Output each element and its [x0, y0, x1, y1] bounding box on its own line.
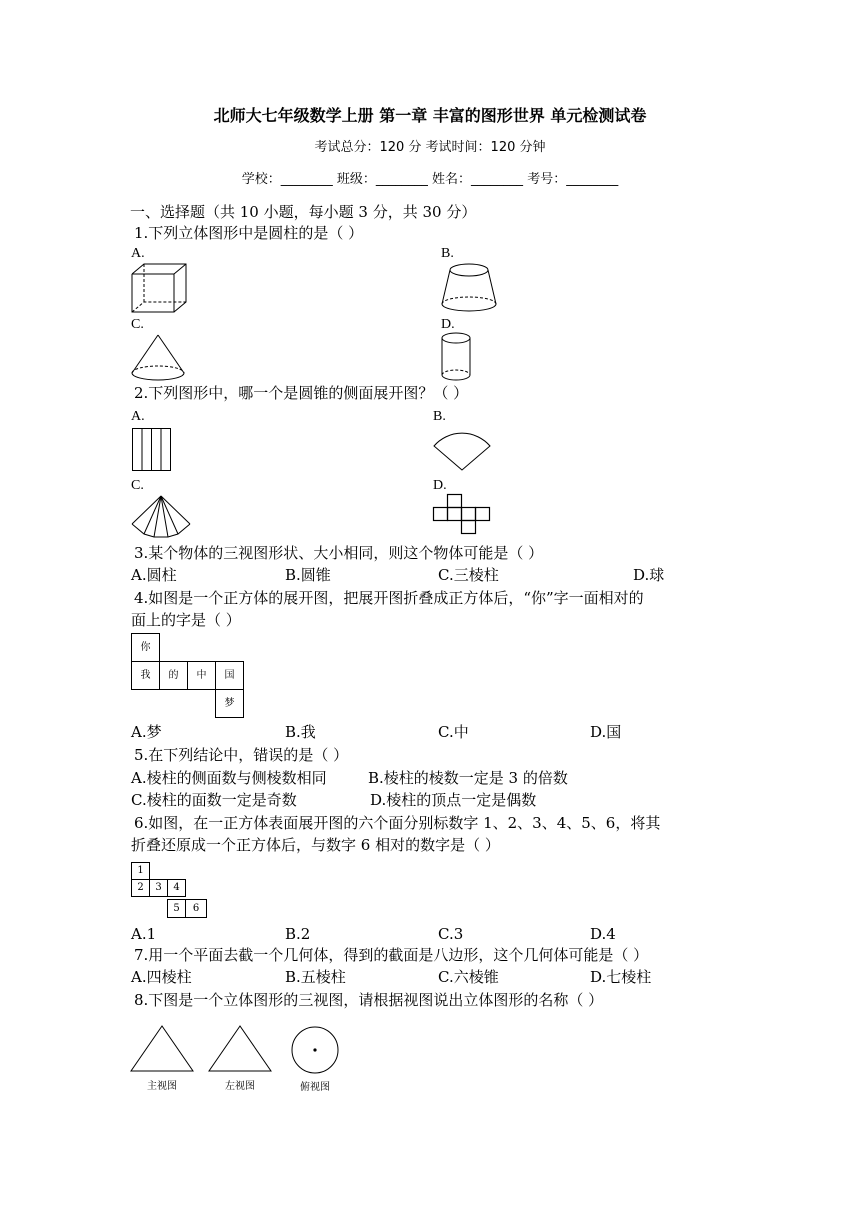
- sector-figure: [432, 426, 492, 472]
- section-heading: 一、选择题（共 10 小题，每小题 3 分，共 30 分）: [130, 203, 477, 221]
- net-cell-2: 2: [131, 879, 150, 897]
- left-view-caption: 左视图: [225, 1081, 255, 1092]
- pyramid-figure: [130, 494, 192, 540]
- q3-stem: 3.某个物体的三视图形状、大小相同，则这个物体可能是（ ）: [134, 544, 544, 562]
- q5-option-d: D.棱柱的顶点一定是偶数: [370, 791, 537, 809]
- q6-stem-line2: 折叠还原成一个正方体后，与数字 6 相对的数字是（ ）: [131, 836, 500, 854]
- net-cell-1: 1: [131, 862, 150, 880]
- net-cell-guo: 国: [215, 661, 244, 690]
- q3-option-a: A.圆柱: [131, 566, 177, 584]
- q2-option-a-label: A.: [131, 409, 145, 424]
- q3-option-d: D.球: [633, 566, 665, 584]
- q7-stem: 7.用一个平面去截一个几何体，得到的截面是八边形，这个几何体可能是（ ）: [134, 946, 649, 964]
- q7-option-b: B.五棱柱: [285, 968, 346, 986]
- cylinder-figure: [440, 331, 474, 383]
- q5-option-b: B.棱柱的棱数一定是 3 的倍数: [368, 769, 568, 787]
- student-info-line: 学校：________ 班级：________ 姓名：________ 考号：________: [241, 172, 619, 187]
- cone-figure: [130, 333, 186, 383]
- q4-option-a: A.梦: [131, 723, 162, 741]
- q4-option-b: B.我: [285, 723, 316, 741]
- q6-option-d: D.4: [590, 925, 616, 943]
- q1-option-c-label: C.: [131, 317, 144, 332]
- cube-figure: [130, 262, 188, 314]
- q1-option-d-label: D.: [441, 317, 455, 332]
- frustum-figure: [440, 262, 498, 312]
- net-cell-6: 6: [185, 899, 207, 918]
- net-cell-meng: 梦: [215, 689, 244, 718]
- q4-stem-line1: 4.如图是一个正方体的展开图，把展开图折叠成正方体后，“你”字一面相对的: [134, 589, 644, 607]
- page-title: 北师大七年级数学上册 第一章 丰富的图形世界 单元检测试卷: [213, 106, 647, 125]
- q2-option-b-label: B.: [433, 409, 446, 424]
- q5-stem: 5.在下列结论中，错误的是（ ）: [134, 746, 349, 764]
- q7-option-c: C.六棱锥: [438, 968, 499, 986]
- net-cell-wo: 我: [131, 661, 160, 690]
- q1-option-a-label: A.: [131, 246, 145, 261]
- q3-option-c: C.三棱柱: [438, 566, 499, 584]
- q6-option-a: A.1: [131, 925, 157, 943]
- front-view-triangle: [129, 1024, 195, 1074]
- q1-stem: 1.下列立体图形中是圆柱的是（ ）: [134, 224, 364, 242]
- cube-net-cross-figure: [433, 494, 491, 536]
- q6-option-c: C.3: [438, 925, 464, 943]
- rectangle-strips-figure: [132, 428, 172, 472]
- net-cell-3: 3: [149, 879, 168, 897]
- q8-stem: 8.下图是一个立体图形的三视图，请根据视图说出立体图形的名称（ ）: [134, 991, 604, 1009]
- net-cell-5: 5: [167, 899, 186, 918]
- q2-option-d-label: D.: [433, 478, 447, 493]
- net-cell-de: 的: [159, 661, 188, 690]
- q2-stem: 2.下列图形中，哪一个是圆锥的侧面展开图？（ ）: [134, 384, 469, 402]
- net-cell-ni: 你: [131, 633, 160, 662]
- top-view-circle: [291, 1026, 341, 1076]
- left-view-triangle: [207, 1024, 273, 1074]
- q7-option-a: A.四棱柱: [131, 968, 192, 986]
- q5-option-a: A.棱柱的侧面数与侧棱数相同: [131, 769, 327, 787]
- q6-option-b: B.2: [285, 925, 311, 943]
- q5-option-c: C.棱柱的面数一定是奇数: [131, 791, 297, 809]
- q6-stem-line1: 6.如图，在一正方体表面展开图的六个面分别标数字 1、2、3、4、5、6，将其: [134, 814, 661, 832]
- q4-option-c: C.中: [438, 723, 469, 741]
- q3-option-b: B.圆锥: [285, 566, 331, 584]
- q1-option-b-label: B.: [441, 246, 454, 261]
- q4-stem-line2: 面上的字是（ ）: [131, 611, 241, 629]
- exam-info: 考试总分：120 分 考试时间：120 分钟: [314, 140, 546, 155]
- q4-option-d: D.国: [590, 723, 622, 741]
- net-cell-zhong: 中: [187, 661, 216, 690]
- q7-option-d: D.七棱柱: [590, 968, 652, 986]
- net-cell-4: 4: [167, 879, 186, 897]
- front-view-caption: 主视图: [147, 1081, 177, 1092]
- q2-option-c-label: C.: [131, 478, 144, 493]
- top-view-caption: 俯视图: [300, 1082, 330, 1093]
